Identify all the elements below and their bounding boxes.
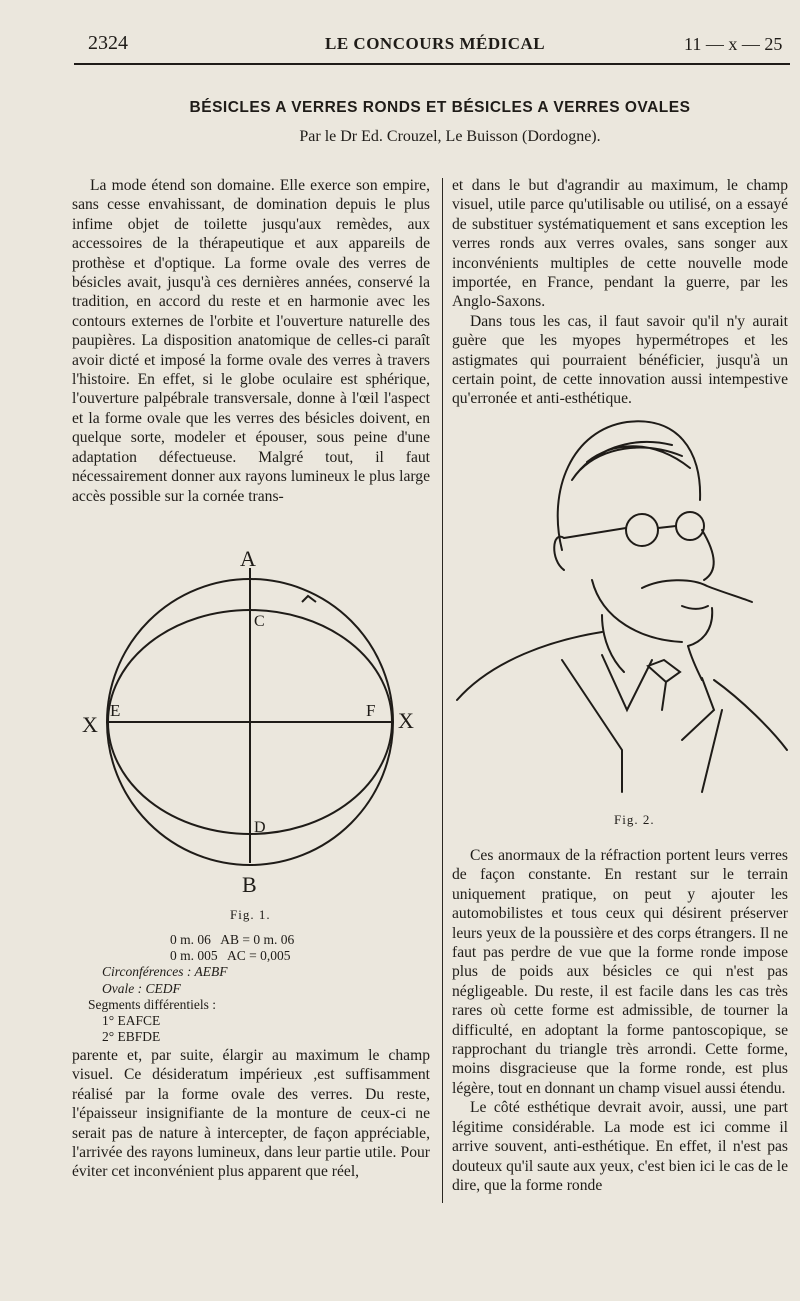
legend-line: Segments différentiels : [88, 996, 216, 1012]
paragraph: et dans le but d'agrandir au maximum, le champ visuel, utile parce qu'utilisable ou utilisé, on a essayé de substituer systématiquement et sans exception les verres ronds aux verres ovales, sans songer aux inconvénients multiples de cette nouvelle mode importée, en France, pendant la guerre, par les Anglo-Saxons. [452, 177, 788, 311]
label-a: A [240, 546, 256, 571]
right-column-top-text [452, 176, 788, 409]
ear [554, 537, 564, 570]
left-column-top-text [72, 176, 430, 506]
jaw [592, 580, 682, 642]
label-x-left: X [82, 712, 98, 737]
label-x-right: X [398, 708, 414, 733]
tie [648, 660, 680, 710]
glasses-lens-left [626, 514, 658, 546]
figure-2-caption: Fig. 2. [614, 812, 655, 827]
paragraph: parente et, par suite, élargir au maximum le champ visuel. Ce désideratum impérieux ,est suffisamment réalisé par la forme ovale des verres. Du reste, l'épaisseur insignifiante de la monture de ceux-ci ne serait pas de nature à intercepter, de façon appréciable, l'arrivée des rayons lumineux, dans leur partie utile. Pour éviter cet inconvénient plus apparent que réel, [72, 1047, 430, 1181]
legend-line: 2° EBFDE [102, 1029, 161, 1045]
mustache [642, 580, 752, 602]
label-c: C [254, 613, 265, 630]
paragraph: La mode étend son domaine. Elle exerce son empire, sans cesse envahissant, de domination depuis le plus infime objet de toilette jusqu'aux remèdes, aux accessoires de la thérapeutique et aux appareils de prothèse et d'optique. La forme ovale des verres de bésicles avait, jusqu'à ces dernières années, conservé la tradition, en accord du reste et en harmonie avec les contours externes de l'orbite et l'ouverture naturelle des paupières. La disposition anatomique de celles-ci paraît avoir dicté et imposé la forme ovale des verres à travers l'histoire. En effet, si le globe oculaire est sphérique, l'ouverture palpébrale transversale, donne à l'œil l'aspect et la forme ovale que les verres des bésicles doivent, en quelque sorte, modeler et épouser, sous peine d'une adaptation défectueuse. Malgré tout, il faut nécessairement donner aux rayons lumineux le plus large accès possible sur la cornée trans- [72, 177, 430, 505]
right-column-bottom-text [452, 846, 788, 1195]
journal-title: LE CONCOURS MÉDICAL [325, 34, 546, 53]
legend-line: Ovale : CEDF [102, 980, 181, 996]
header-rule [74, 63, 790, 65]
nose [702, 530, 714, 580]
mouth [682, 606, 708, 609]
label-b: B [242, 872, 257, 897]
legend-line: Circonférences : AEBF [102, 964, 228, 980]
label-f: F [366, 701, 376, 720]
figure-1-caption: Fig. 1. [230, 907, 271, 922]
legend-line: 1° EAFCE [102, 1013, 161, 1029]
article-title: BÉSICLES A VERRES RONDS ET BÉSICLES A VERRES OVALES [189, 99, 691, 116]
paragraph: Ces anormaux de la réfraction portent leurs verres de façon constante. En restant sur le terrain uniquement pratique, on peut y ajouter les automobilistes et tous ceux qui désirent préserver leurs yeux de la poussière et des corps étrangers. Il ne faut pas perdre de vue que la forme ronde impose plus de poids aux bésicles ce qui n'est pas négligeable. Du reste, il est facile dans les cas très rares où cette forme est admissible, de tourner la difficulté, en adoptant la forme pantoscopique, se rapprochant du triangle très arrondi. Cette forme, moins disgracieuse que la forme ronde, est plus légère, tout en donnant un champ visuel aussi étendu. [452, 847, 788, 1097]
label-e: E [110, 701, 121, 720]
hair-strokes [572, 442, 690, 480]
issue-date: 11 — x — 25 [684, 34, 783, 54]
pen-mark [302, 596, 316, 602]
figure-1-legend [88, 932, 388, 1045]
glasses-temple [564, 526, 676, 538]
cheek-line [688, 608, 712, 646]
label-d: D [254, 819, 266, 836]
paragraph: Le côté esthétique devrait avoir, aussi, une part légitime considérable. La mode est ici comme il arrive souvent, anti-esthétique. En effet, il n'est pas douteux qu'il saute aux yeux, c'est bien ici le cas de le dire, que la forme ronde [452, 1099, 788, 1194]
coat-right [702, 680, 787, 792]
head-outline [558, 421, 700, 550]
glasses-lens-right [676, 512, 704, 540]
page-number: 2324 [88, 32, 128, 54]
legend-line: 0 m. 005 AC = 0,005 [170, 948, 291, 964]
column-divider [442, 178, 443, 1203]
figure-1-diagram [78, 540, 428, 900]
figure-2-portrait-sketch [452, 410, 792, 800]
article-byline: Par le Dr Ed. Crouzel, Le Buisson (Dordogne). [299, 128, 601, 145]
left-column-bottom-text [72, 1046, 430, 1182]
coat-left [457, 632, 622, 792]
legend-line: 0 m. 06 AB = 0 m. 06 [170, 932, 295, 947]
paragraph: Dans tous les cas, il faut savoir qu'il n'y aurait guère que les myopes hypermétropes et les astigmates qui pourraient bénéficier, jusqu'à un certain point, de cette innovation aussi intempestive qu'erronée et anti-esthétique. [452, 312, 788, 408]
